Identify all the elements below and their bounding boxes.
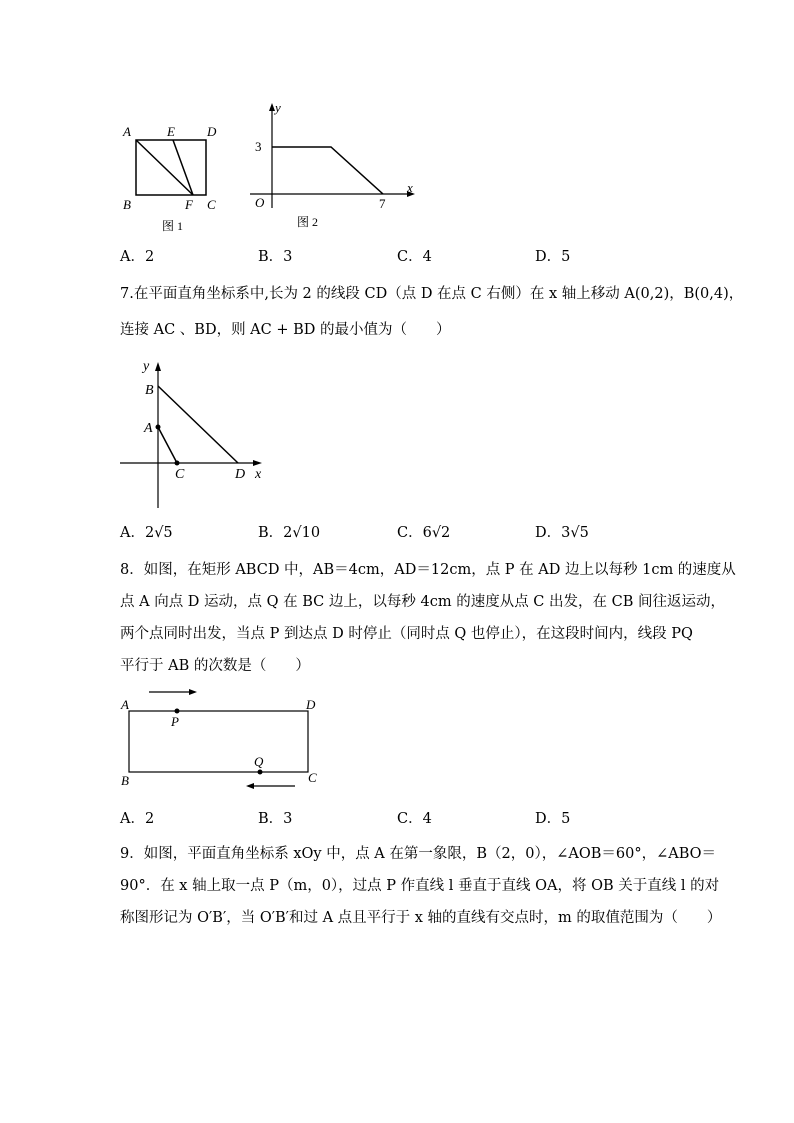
origin-label: O [255, 195, 265, 210]
q8-option-c: C．4 [397, 811, 432, 827]
q8-option-d: D．5 [535, 811, 571, 827]
axis-x-label: x [407, 180, 413, 195]
q6-option-a: A．2 [120, 249, 155, 265]
q8-label-D: D [306, 697, 316, 712]
figure-2-caption: 图 2 [297, 215, 319, 229]
q9-text-line-2: 90°．在 x 轴上取一点 P（m，0），过点 P 作直线 l 垂直于直线 OA，将 OB 关于直线 l 的对 [120, 878, 720, 894]
q8-label-C: C [308, 770, 317, 785]
q8-figure [115, 682, 330, 792]
tick-x-7: 7 [379, 196, 386, 211]
tick-y-3: 3 [255, 139, 262, 154]
q7-label-D: D [235, 467, 246, 482]
label-E: E [167, 124, 175, 139]
q8-label-Q: Q [254, 754, 264, 769]
q7-label-C: C [175, 467, 185, 482]
q7-label-B: B [145, 383, 154, 398]
axis-y-label: y [275, 100, 281, 115]
q8-text-line-1: 8．如图，在矩形 ABCD 中，AB＝4cm，AD＝12cm，点 P 在 AD 边上以每秒 1cm 的速度从 [120, 562, 736, 578]
q8-text-line-4: 平行于 AB 的次数是（ ） [120, 658, 310, 674]
q6-option-c: C．4 [397, 249, 432, 265]
q8-label-A: A [121, 697, 129, 712]
q9-text-line-1: 9．如图，平面直角坐标系 xOy 中，点 A 在第一象限，B（2，0），∠AOB＝60°，∠ABO＝ [120, 846, 717, 862]
q7-figure [115, 350, 275, 515]
q8-text-line-2: 点 A 向点 D 运动，点 Q 在 BC 边上，以每秒 4cm 的速度从点 C 出发，在 CB 间往返运动， [120, 594, 725, 610]
q8-text-line-3: 两个点同时出发，当点 P 到达点 D 时停止（同时点 Q 也停止），在这段时间内，线段 PQ [120, 626, 693, 642]
figure-1 [115, 120, 225, 235]
q8-label-P: P [171, 714, 179, 729]
label-C: C [207, 197, 216, 212]
q8-option-b: B．3 [258, 811, 293, 827]
q7-label-A: A [144, 421, 153, 436]
q7-text-line-1: 7.在平面直角坐标系中,长为 2 的线段 CD（点 D 在点 C 右侧）在 x 轴上移动 A(0,2)，B(0,4)， [120, 286, 744, 302]
label-F: F [185, 197, 193, 212]
label-A: A [123, 124, 131, 139]
q7-axis-x-label: x [255, 467, 262, 482]
label-B: B [123, 197, 131, 212]
figure-1-caption: 图 1 [162, 219, 184, 233]
label-D: D [207, 124, 217, 139]
q7-option-b: B．2√10 [258, 525, 321, 541]
q7-option-c: C．6√2 [397, 525, 451, 541]
q7-option-d: D．3√5 [535, 525, 589, 541]
q9-text-line-3: 称图形记为 O′B′，当 O′B′和过 A 点且平行于 x 轴的直线有交点时，m 的取值范围为（ ） [120, 910, 722, 926]
q7-axis-y-label: y [143, 359, 150, 374]
figure-2 [245, 98, 425, 233]
q6-option-b: B．3 [258, 249, 293, 265]
q7-option-a: A．2√5 [120, 525, 173, 541]
q8-option-a: A．2 [120, 811, 155, 827]
q8-label-B: B [121, 773, 129, 788]
q7-text-line-2: 连接 AC 、BD，则 AC + BD 的最小值为（ ） [120, 322, 451, 338]
q6-option-d: D．5 [535, 249, 571, 265]
